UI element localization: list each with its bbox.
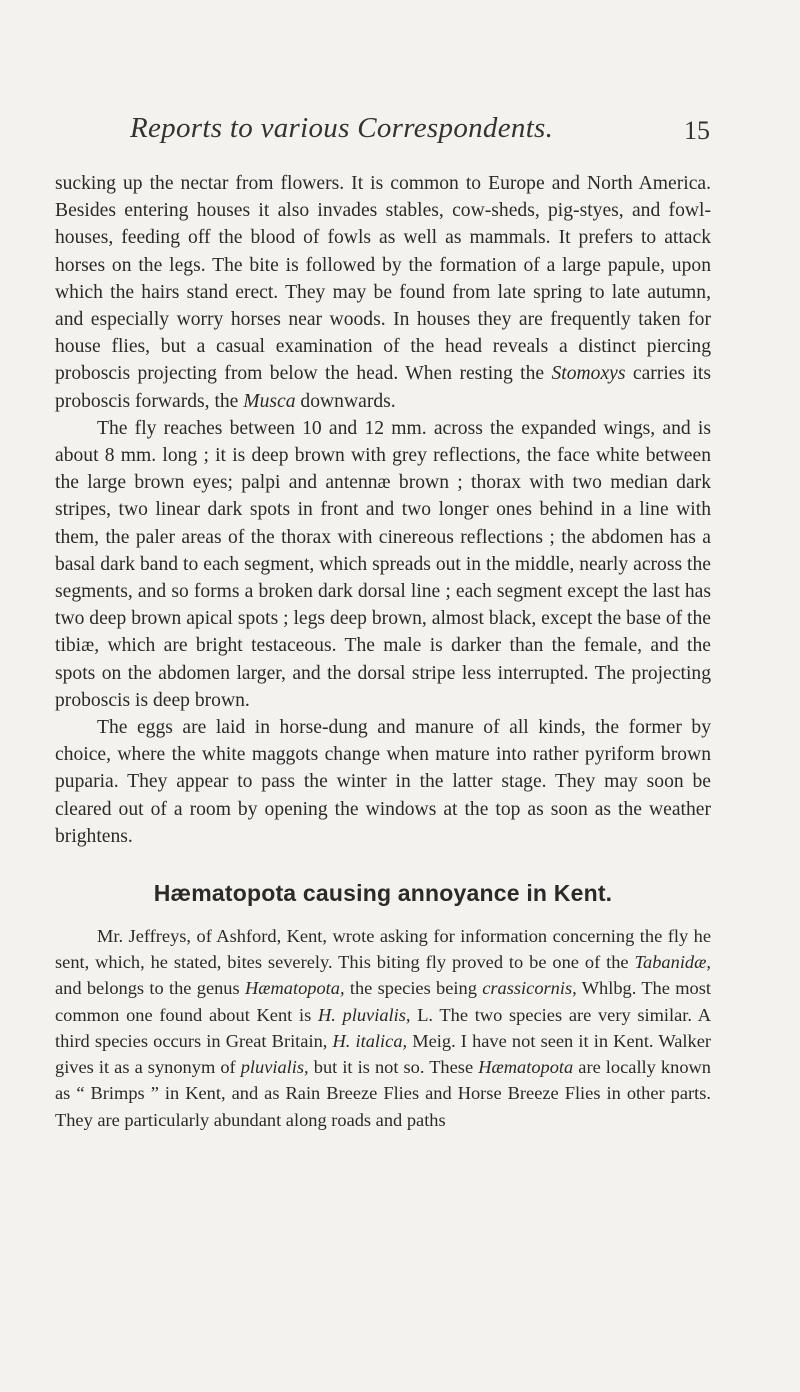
running-head: Reports to various Correspondents.	[130, 112, 554, 144]
paragraph-haematopota	[55, 923, 711, 1133]
page-header	[130, 112, 710, 152]
page-number: 15	[684, 116, 710, 145]
italic-term: Hæmatopota	[478, 1057, 574, 1078]
text-run: Mr. Jeffreys, of Ashford, Kent, wrote asking for information concerning the fly he sent, which, he stated, bites severely. This biting fly proved to be one of the	[55, 926, 711, 973]
italic-term: Tabanidæ,	[634, 952, 711, 973]
text-run: Whlbg. The most common one found about Kent is	[55, 978, 711, 1025]
text-run: and belongs to the genus	[55, 978, 245, 999]
text-run: carries its proboscis forwards, the	[55, 363, 711, 412]
italic-term: Hæmatopota,	[244, 978, 345, 999]
paragraph-eggs	[55, 714, 711, 850]
text-run: The fly reaches between 10 and 12 mm. across the expanded wings, and is about 8 mm. long ; it is deep brown with grey reflections, the face white between the large brown eyes; palpi and antennæ brown ; thorax with two median dark stripes, two linear dark spots in front and two longer ones behind in a line with them, the paler areas of the thorax with cinereous reflections ; the abdomen has a basal dark band to each segment, which spreads out in the middle, nearly across the segments, and so forms a broken dark dorsal line ; each segment except the last has two deep brown apical spots ; legs deep brown, almost black, except the base of the tibiæ, which are bright testaceous. The male is darker than the female, and the spots on the abdomen larger, and the dorsal stripe less interrupted. The projecting proboscis is deep brown.	[55, 417, 711, 711]
italic-term: pluvialis,	[240, 1057, 309, 1078]
text-run: sucking up the nectar from flowers. It is common to Europe and North America. Besides entering houses it also invades stables, cow-sheds, pig-styes, and fowl-houses, feeding off the blood of fowls as well as mammals. It prefers to attack horses on the legs. The bite is followed by the formation of a large papule, upon which the hairs stand erect. They may be found from late spring to late autumn, and especially worry horses near woods. In houses they are frequently taken for house flies, but a casual examination of the head reveals a distinct piercing proboscis projecting from below the head. When resting the	[55, 173, 711, 385]
italic-term: Stomoxys	[551, 363, 626, 385]
italic-term: crassicornis,	[482, 978, 577, 999]
italic-term: Musca	[243, 390, 296, 412]
paragraph-continuation	[55, 170, 711, 415]
body-text	[55, 170, 711, 1133]
text-run: downwards.	[295, 390, 396, 412]
text-run: The eggs are laid in horse-dung and manure of all kinds, the former by choice, where the white maggots change when mature into rather pyriform brown puparia. They appear to pass the winter in the latter stage. They may soon be cleared out of a room by opening the windows at the top as soon as the weather brightens.	[55, 717, 711, 847]
italic-term: H. pluvialis,	[317, 1004, 411, 1025]
section-heading: Hæmatopota causing annoyance in Kent.	[153, 880, 613, 907]
text-run: but it is not so. These	[308, 1057, 479, 1078]
text-run: Meig. I have not seen it in Kent. Walker gives it as a synonym of	[55, 1030, 711, 1078]
text-run: the species being	[344, 978, 483, 999]
text-run: L. The two species are very similar. A third species occurs in Great Britain,	[55, 1004, 711, 1051]
paragraph-fly-description	[55, 415, 711, 714]
italic-term: H. italica,	[332, 1030, 408, 1051]
text-run: are locally known as “ Brimps ” in Kent, and as Rain Breeze Flies and Horse Breeze Flies in other parts. They are particularly abundant along roads and paths	[55, 1057, 711, 1130]
